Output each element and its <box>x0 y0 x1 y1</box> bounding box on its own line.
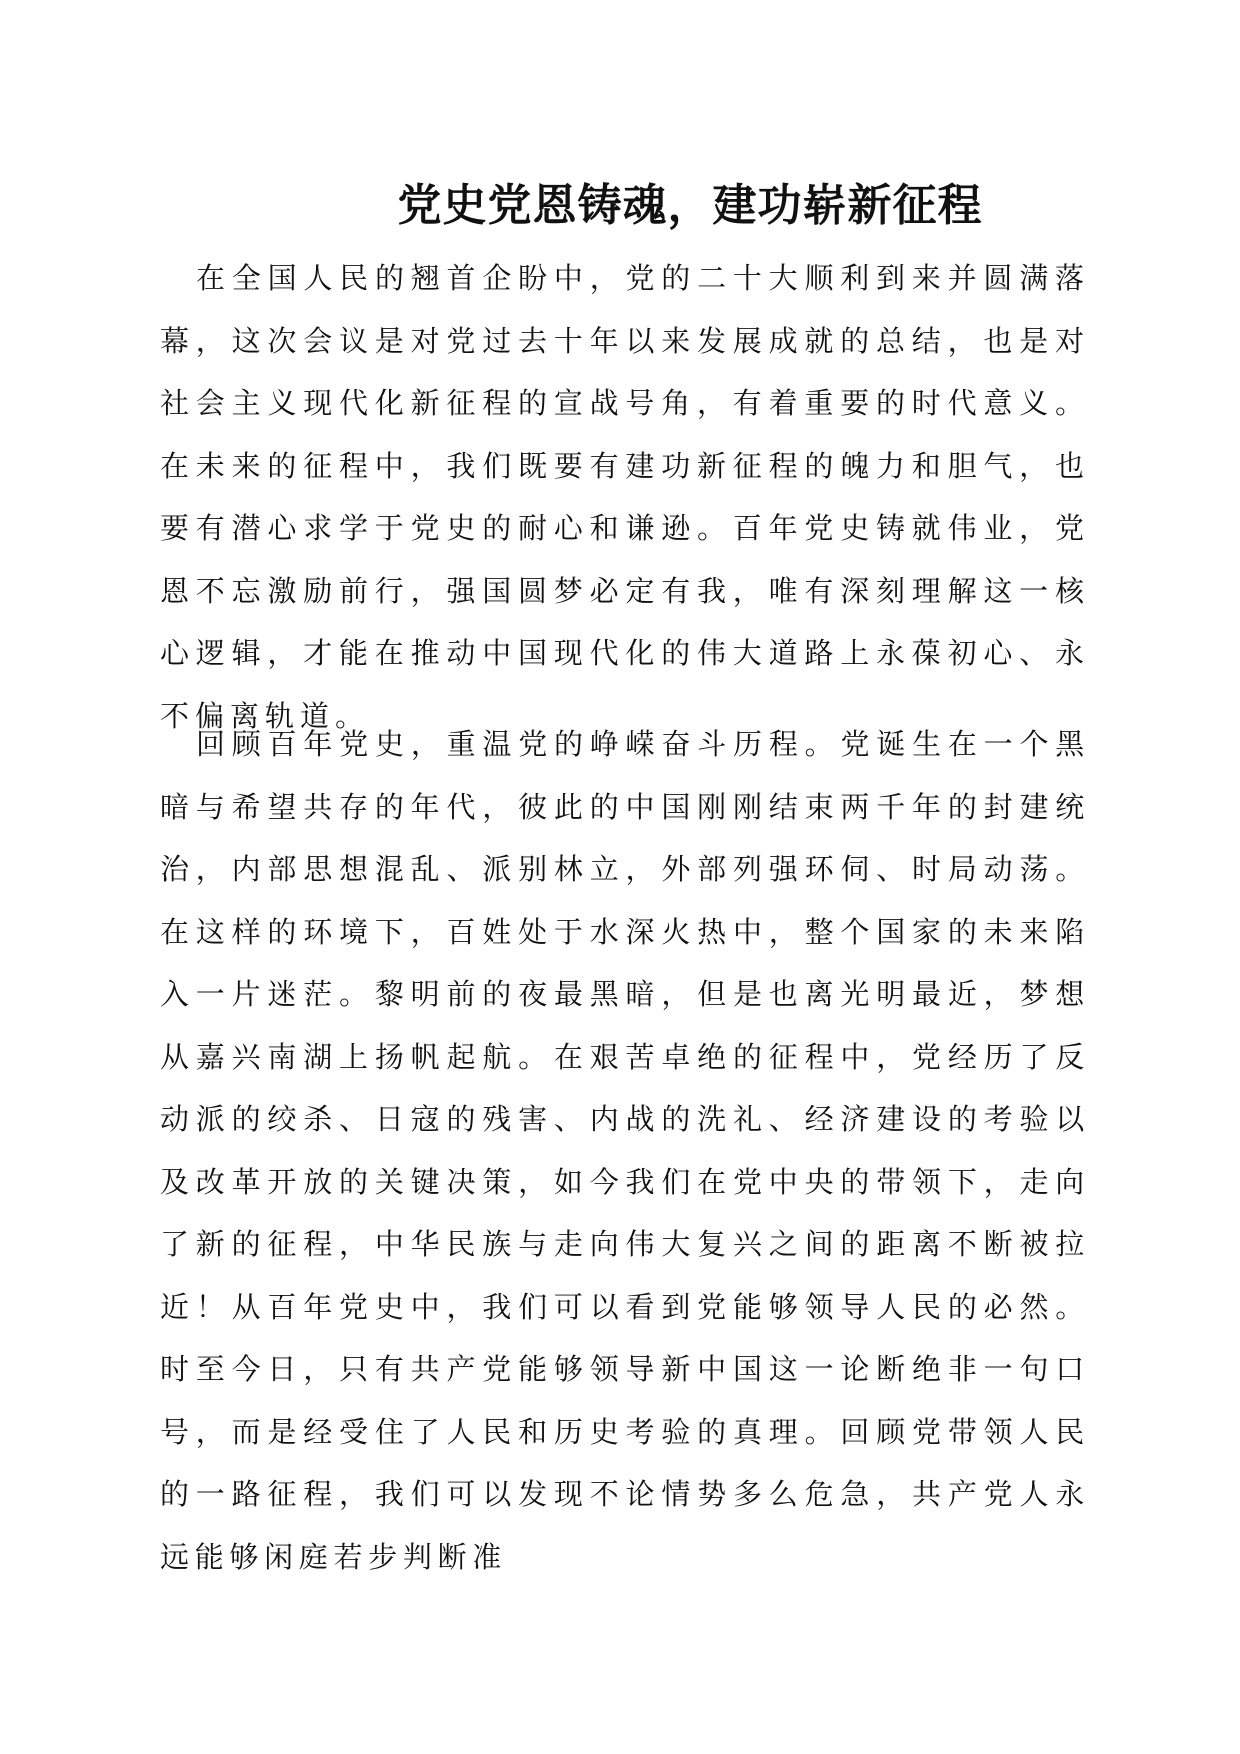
document-title: 党史党恩铸魂，建功崭新征程 <box>397 180 983 231</box>
body-paragraph-2: 回顾百年党史，重温党的峥嵘奋斗历程。党诞生在一个黑暗与希望共存的年代，彼此的中国刚刚结束两千年的封建统治，内部思想混乱、派别林立，外部列强环伺、时局动荡。在这样的环境下，百姓处于水深火热中，整个国家的未来陷入一片迷茫。黎明前的夜最黑暗，但是也离光明最近，梦想从嘉兴南湖上扬帆起航。在艰苦卓绝的征程中，党经历了反动派的绞杀、日寇的残害、内战的洗礼、经济建设的考验以及改革开放的关键决策，如今我们在党中央的带领下，走向了新的征程，中华民族与走向伟大复兴之间的距离不断被拉近！从百年党史中，我们可以看到党能够领导人民的必然。时至今日，只有共产党能够领导新中国这一论断绝非一句口号，而是经受住了人民和历史考验的真理。回顾党带领人民的一路征程，我们可以发现不论情势多么危急，共产党人永远能够闲庭若步判断准 <box>160 727 1090 1574</box>
body-paragraph-1: 在全国人民的翘首企盼中，党的二十大顺利到来并圆满落幕，这次会议是对党过去十年以来发展成就的总结，也是对社会主义现代化新征程的宣战号角，有着重要的时代意义。在未来的征程中，我们既要有建功新征程的魄力和胆气，也要有潜心求学于党史的耐心和谦逊。百年党史铸就伟业，党恩不忘激励前行，强国圆梦必定有我，唯有深刻理解这一核心逻辑，才能在推动中国现代化的伟大道路上永葆初心、永不偏离轨道。 <box>160 261 1090 733</box>
